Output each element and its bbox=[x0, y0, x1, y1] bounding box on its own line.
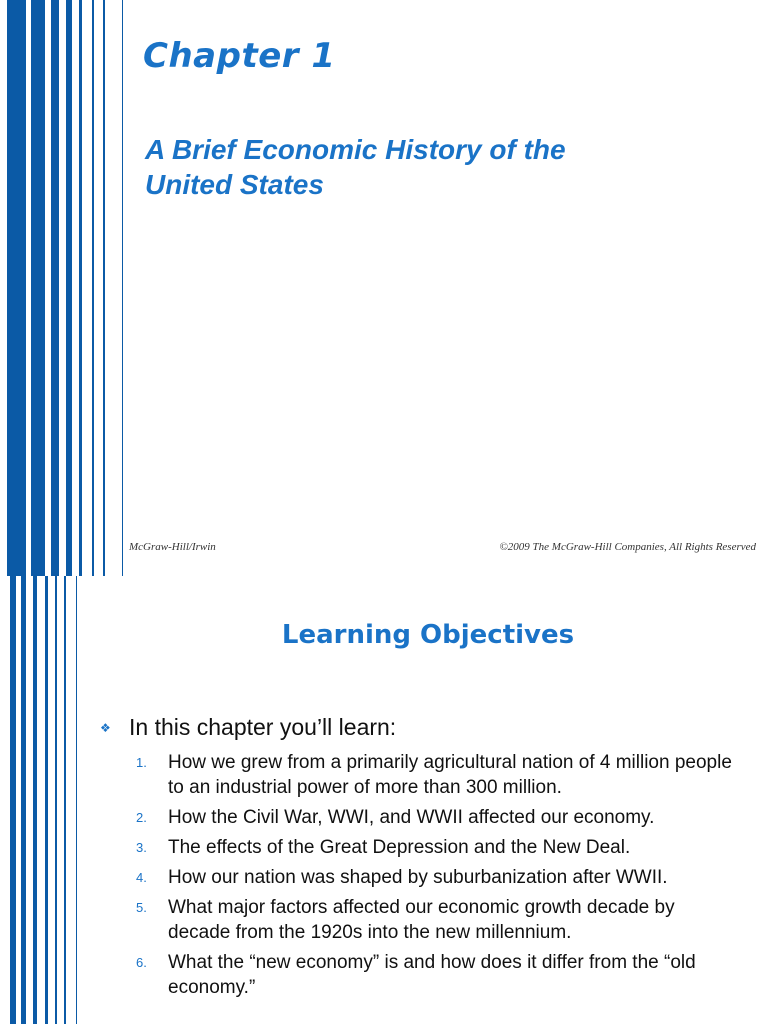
item-number: 3. bbox=[136, 840, 147, 855]
item-number: 2. bbox=[136, 810, 147, 825]
item-text: What major factors affected our economic growth decade by decade from the 1920s into the new millennium. bbox=[168, 897, 675, 943]
decorative-stripe bbox=[79, 0, 82, 576]
objectives-list bbox=[136, 750, 736, 1005]
decorative-stripe bbox=[51, 0, 59, 576]
decorative-stripe bbox=[66, 0, 72, 576]
intro-text: In this chapter you’ll learn: bbox=[129, 714, 397, 740]
item-text: How we grew from a primarily agricultural nation of 4 million people to an industrial power of more than 300 million. bbox=[168, 752, 732, 798]
decorative-stripe bbox=[31, 0, 45, 576]
item-text: How our nation was shaped by suburbanization after WWII. bbox=[168, 867, 668, 888]
list-item bbox=[136, 835, 736, 860]
item-number: 5. bbox=[136, 900, 147, 915]
decorative-stripe bbox=[103, 0, 105, 576]
item-text: The effects of the Great Depression and the New Deal. bbox=[168, 837, 631, 858]
item-text: What the “new economy” is and how does it differ from the “old economy.” bbox=[168, 952, 696, 998]
copyright-footer: ©2009 The McGraw-Hill Companies, All Rights Reserved bbox=[499, 541, 756, 553]
list-item bbox=[136, 895, 736, 945]
slide-title: Learning Objectives bbox=[281, 620, 575, 650]
list-item bbox=[136, 805, 736, 830]
diamond-bullet-icon: ❖ bbox=[100, 720, 111, 735]
publisher-footer: McGraw-Hill/Irwin bbox=[129, 541, 216, 553]
decorative-stripe bbox=[7, 0, 26, 576]
decorative-stripe bbox=[92, 0, 94, 576]
list-item bbox=[136, 750, 736, 800]
decorative-stripe bbox=[122, 0, 123, 576]
chapter-title: Chapter 1 bbox=[143, 36, 336, 76]
chapter-subtitle: A Brief Economic History of the United States bbox=[145, 134, 566, 200]
item-number: 1. bbox=[136, 755, 147, 770]
learning-objectives-slide bbox=[0, 576, 768, 1024]
list-item bbox=[136, 865, 736, 890]
item-number: 4. bbox=[136, 870, 147, 885]
item-text: How the Civil War, WWI, and WWII affected our economy. bbox=[168, 807, 655, 828]
intro-bullet bbox=[100, 714, 396, 741]
list-item bbox=[136, 950, 736, 1000]
item-number: 6. bbox=[136, 955, 147, 970]
